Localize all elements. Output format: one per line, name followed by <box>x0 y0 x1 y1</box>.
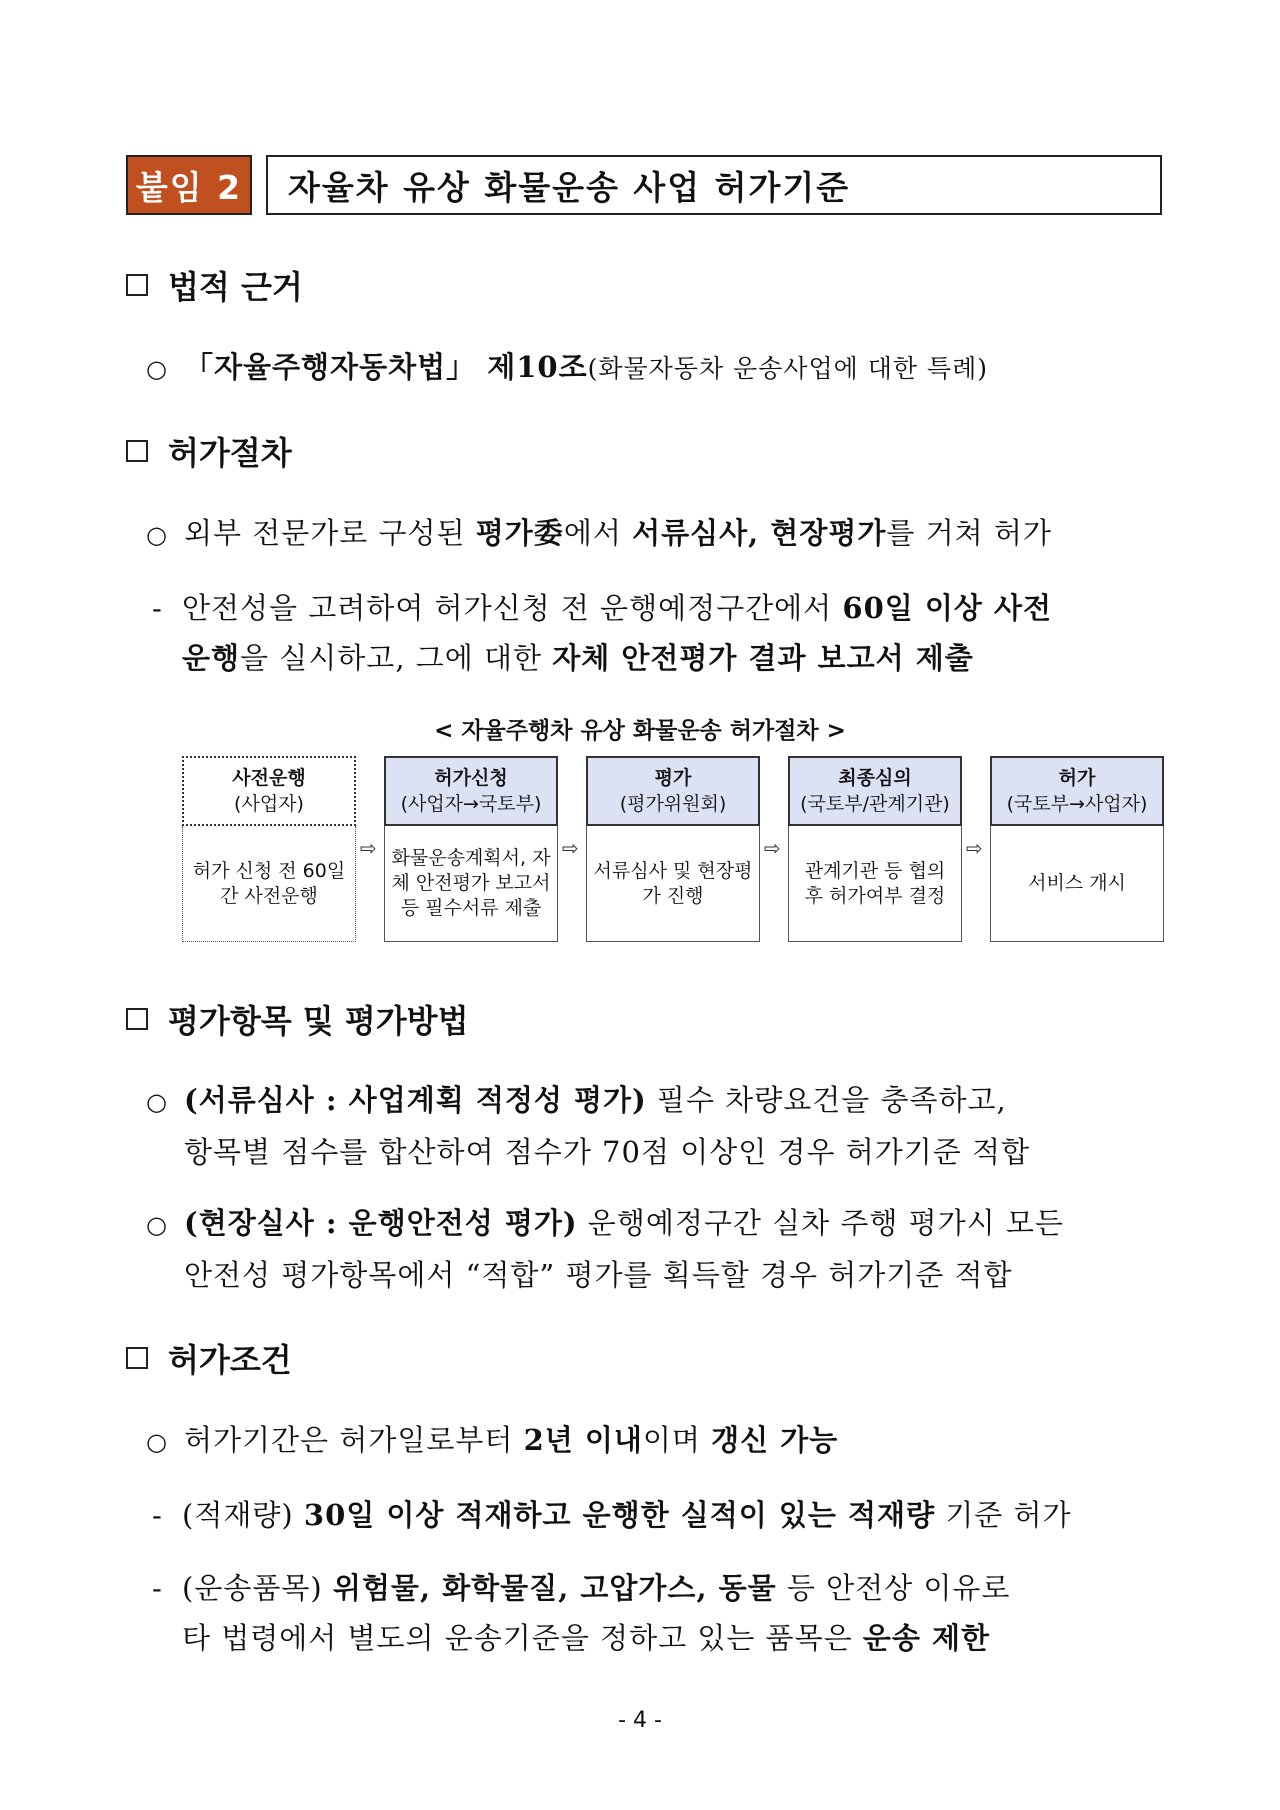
checkbox-icon <box>126 1008 148 1030</box>
bullet-icon: ○ <box>146 355 168 383</box>
stage-actor: (사업자) <box>234 793 304 815</box>
text-span: 외부 전문가로 구성된 <box>184 516 476 550</box>
title-tag: 붙임 2 <box>126 155 252 215</box>
dash-icon: - <box>152 1571 163 1605</box>
text-bold: 60일 이상 사전 <box>842 591 1053 625</box>
diagram-title: < 자율주행차 유상 화물운송 허가절차 > <box>434 718 846 744</box>
stage-actor: (국토부/관계기관) <box>800 793 950 815</box>
arrow-icon: ⇨ <box>966 836 983 860</box>
text-span: 안전성 평가항목에서 “적합” 평가를 획득할 경우 허가기준 적합 <box>184 1258 1013 1292</box>
conditions-p2 <box>152 1490 1072 1540</box>
bullet-icon: ○ <box>146 1428 168 1456</box>
text-span: 운행예정구간 실차 주행 평가시 모든 <box>577 1206 1064 1240</box>
bullet-icon: ○ <box>146 1088 168 1116</box>
section-conditions-title: 허가조건 <box>168 1341 292 1379</box>
page-title: 자율차 유상 화물운송 사업 허가기준 <box>266 155 1162 215</box>
stage-actor: (국토부→사업자) <box>1006 793 1148 815</box>
dash-icon: - <box>152 591 163 625</box>
text-span: (적재량) <box>182 1498 304 1532</box>
stage-pre-operation <box>182 756 356 942</box>
stage-head <box>788 756 962 826</box>
legal-law-desc: (화물자동차 운송사업에 대한 특례) <box>587 354 989 383</box>
stage-head <box>384 756 558 826</box>
evaluation-p1 <box>146 1075 1030 1177</box>
stage-permit <box>990 756 1164 942</box>
stage-name: 최종심의 <box>838 767 912 789</box>
text-span: (운송품목) <box>182 1571 333 1605</box>
text-span: 에서 <box>563 516 633 550</box>
stage-desc: 서비스 개시 <box>990 826 1164 942</box>
dash-icon: - <box>152 1498 163 1532</box>
stage-name: 허가 <box>1058 767 1096 789</box>
text-span: 타 법령에서 별도의 운송기준을 정하고 있는 품목은 <box>182 1621 863 1655</box>
stage-evaluation <box>586 756 760 942</box>
legal-law-name: 「자율주행자동차법」 제10조 <box>184 350 588 384</box>
text-span: 허가기간은 허가일로부터 <box>184 1423 524 1457</box>
text-span: 필수 차량요건을 충족하고, <box>646 1083 1007 1117</box>
arrow-icon: ⇨ <box>764 836 781 860</box>
stage-actor: (평가위원회) <box>619 793 727 815</box>
stage-actor: (사업자→국토부) <box>400 793 542 815</box>
text-bold: 위험물, 화학물질, 고압가스, 동물 <box>332 1571 777 1605</box>
stage-desc: 서류심사 및 현장평가 진행 <box>586 826 760 942</box>
text-bold: 평가委 <box>475 516 564 550</box>
text-span: 를 거쳐 허가 <box>886 516 1052 550</box>
text-bold: 자체 안전평가 결과 보고서 제출 <box>552 641 974 675</box>
section-conditions-heading <box>126 1335 292 1381</box>
legal-line <box>146 342 988 394</box>
stage-head <box>182 756 356 826</box>
text-bold: (서류심사 : 사업계획 적정성 평가) <box>184 1083 647 1117</box>
text-span: 등 안전상 이유로 <box>776 1571 1011 1605</box>
text-bold: 2년 이내 <box>523 1423 643 1457</box>
text-span: 항목별 점수를 합산하여 점수가 70점 이상인 경우 허가기준 적합 <box>184 1135 1030 1169</box>
stage-name: 사전운행 <box>232 767 306 789</box>
section-evaluation-title: 평가항목 및 평가방법 <box>168 1002 469 1040</box>
text-bold: 서류심사, 현장평가 <box>632 516 887 550</box>
procedure-p2 <box>152 583 1052 683</box>
checkbox-icon <box>126 1347 148 1369</box>
text-bold: (현장실사 : 운행안전성 평가) <box>184 1206 578 1240</box>
stage-desc: 허가 신청 전 60일간 사전운행 <box>182 826 356 942</box>
stage-head <box>586 756 760 826</box>
section-legal-heading <box>126 262 303 308</box>
stage-desc: 화물운송계획서, 자체 안전평가 보고서 등 필수서류 제출 <box>384 826 558 942</box>
evaluation-p2 <box>146 1198 1064 1300</box>
text-bold: 운행 <box>182 641 241 675</box>
stage-name: 평가 <box>654 767 692 789</box>
conditions-p1 <box>146 1415 838 1467</box>
text-span: 안전성을 고려하여 허가신청 전 운행예정구간에서 <box>182 591 843 625</box>
conditions-p3 <box>152 1563 1010 1663</box>
text-bold: 갱신 가능 <box>711 1423 839 1457</box>
checkbox-icon <box>126 274 148 296</box>
text-bold: 운송 제한 <box>862 1621 990 1655</box>
text-span: 이며 <box>642 1423 712 1457</box>
section-procedure-heading <box>126 428 292 474</box>
stage-application <box>384 756 558 942</box>
stage-name: 허가신청 <box>434 767 508 789</box>
arrow-icon: ⇨ <box>562 836 579 860</box>
page-number: - 4 - <box>618 1708 662 1733</box>
procedure-p1 <box>146 508 1052 560</box>
arrow-icon: ⇨ <box>360 836 377 860</box>
section-procedure-title: 허가절차 <box>168 434 292 472</box>
stage-final-review <box>788 756 962 942</box>
text-span: 을 실시하고, 그에 대한 <box>240 641 553 675</box>
checkbox-icon <box>126 440 148 462</box>
text-bold: 30일 이상 적재하고 운행한 실적이 있는 적재량 <box>303 1498 936 1532</box>
text-span: 기준 허가 <box>935 1498 1072 1532</box>
stage-head <box>990 756 1164 826</box>
section-evaluation-heading <box>126 996 469 1042</box>
section-legal-title: 법적 근거 <box>168 268 303 306</box>
bullet-icon: ○ <box>146 1211 168 1239</box>
stage-desc: 관계기관 등 협의 후 허가여부 결정 <box>788 826 962 942</box>
bullet-icon: ○ <box>146 521 168 549</box>
